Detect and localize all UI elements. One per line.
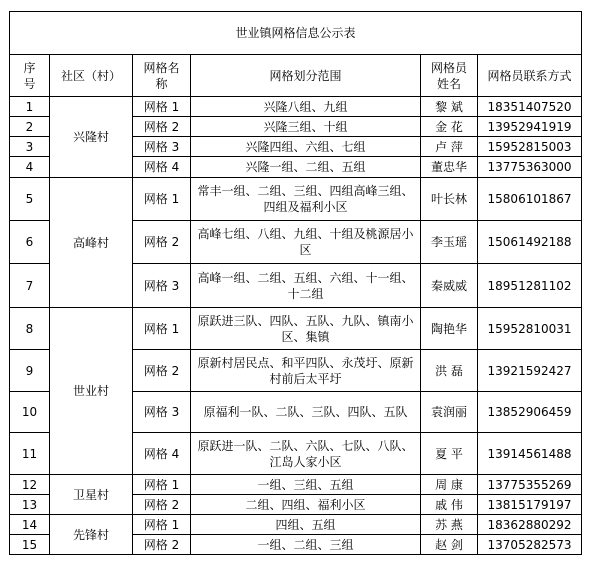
- member-phone: 18351407520: [478, 97, 582, 117]
- row-number: 3: [10, 137, 50, 157]
- member-name: 赵 剑: [421, 535, 478, 555]
- row-number: 8: [10, 308, 50, 350]
- grid-label: 网格 2: [133, 350, 191, 392]
- member-name: 叶长林: [421, 178, 478, 221]
- header-contact: 网格员联系方式: [478, 55, 582, 97]
- member-phone: 15952815003: [478, 137, 582, 157]
- member-phone: 13914561488: [478, 433, 582, 475]
- member-phone: 13705282573: [478, 535, 582, 555]
- member-name: 周 康: [421, 475, 478, 495]
- member-name: 黎 斌: [421, 97, 478, 117]
- village-name: 先锋村: [50, 515, 133, 555]
- grid-range: 常丰一组、二组、三组、四组高峰三组、四组及福利小区: [191, 178, 421, 221]
- grid-range: 高峰七组、八组、九组、十组及桃源居小区: [191, 221, 421, 264]
- row-number: 4: [10, 157, 50, 178]
- grid-range: 一组、三组、五组: [191, 475, 421, 495]
- grid-label: 网格 4: [133, 157, 191, 178]
- row-number: 15: [10, 535, 50, 555]
- header-grid-name: 网格名称: [133, 55, 191, 97]
- row-number: 2: [10, 117, 50, 137]
- table-row: [10, 308, 582, 350]
- grid-label: 网格 1: [133, 475, 191, 495]
- member-phone: 13921592427: [478, 350, 582, 392]
- grid-info-table: [9, 11, 582, 555]
- member-phone: 13775355269: [478, 475, 582, 495]
- header-member: 网格员姓名: [421, 55, 478, 97]
- member-name: 陶艳华: [421, 308, 478, 350]
- member-name: 袁润丽: [421, 392, 478, 433]
- grid-range: 四组、五组: [191, 515, 421, 535]
- row-number: 11: [10, 433, 50, 475]
- grid-range: 兴隆三组、十组: [191, 117, 421, 137]
- row-number: 13: [10, 495, 50, 515]
- row-number: 12: [10, 475, 50, 495]
- member-name: 卢 萍: [421, 137, 478, 157]
- row-number: 9: [10, 350, 50, 392]
- title-row: [10, 12, 582, 55]
- grid-label: 网格 2: [133, 495, 191, 515]
- grid-range: 兴隆四组、六组、七组: [191, 137, 421, 157]
- grid-label: 网格 3: [133, 264, 191, 308]
- grid-range: 一组、二组、三组: [191, 535, 421, 555]
- grid-label: 网格 1: [133, 308, 191, 350]
- row-number: 10: [10, 392, 50, 433]
- member-phone: 18951281102: [478, 264, 582, 308]
- header-range: 网格划分范围: [191, 55, 421, 97]
- row-number: 6: [10, 221, 50, 264]
- header-village: 社区（村）: [50, 55, 133, 97]
- grid-label: 网格 3: [133, 137, 191, 157]
- grid-label: 网格 3: [133, 392, 191, 433]
- grid-label: 网格 1: [133, 97, 191, 117]
- member-name: 金 花: [421, 117, 478, 137]
- header-row: [10, 55, 582, 97]
- row-number: 14: [10, 515, 50, 535]
- header-seq: 序号: [10, 55, 50, 97]
- member-name: 洪 磊: [421, 350, 478, 392]
- grid-label: 网格 2: [133, 535, 191, 555]
- member-phone: 13852906459: [478, 392, 582, 433]
- member-phone: 13775363000: [478, 157, 582, 178]
- village-name: 兴隆村: [50, 97, 133, 178]
- grid-range: 兴隆八组、九组: [191, 97, 421, 117]
- row-number: 7: [10, 264, 50, 308]
- table-row: [10, 178, 582, 221]
- member-name: 秦威威: [421, 264, 478, 308]
- grid-range: 原福利一队、二队、三队、四队、五队: [191, 392, 421, 433]
- table-row: [10, 515, 582, 535]
- grid-range: 原跃进三队、四队、五队、九队、镇南小区、集镇: [191, 308, 421, 350]
- grid-range: 兴隆一组、二组、五组: [191, 157, 421, 178]
- member-phone: 13952941919: [478, 117, 582, 137]
- grid-label: 网格 1: [133, 178, 191, 221]
- grid-label: 网格 1: [133, 515, 191, 535]
- member-name: 李玉瑶: [421, 221, 478, 264]
- table-row: [10, 475, 582, 495]
- member-phone: 15806101867: [478, 178, 582, 221]
- member-name: 苏 燕: [421, 515, 478, 535]
- member-phone: 13815179197: [478, 495, 582, 515]
- member-name: 夏 平: [421, 433, 478, 475]
- member-name: 戚 伟: [421, 495, 478, 515]
- table-row: [10, 97, 582, 117]
- grid-range: 原新村居民点、和平四队、永茂圩、原新村前后太平圩: [191, 350, 421, 392]
- member-phone: 15952810031: [478, 308, 582, 350]
- grid-range: 高峰一组、二组、五组、六组、十一组、十二组: [191, 264, 421, 308]
- page-title: 世业镇网格信息公示表: [10, 12, 582, 55]
- row-number: 1: [10, 97, 50, 117]
- grid-range: 原跃进一队、二队、六队、七队、八队、江岛人家小区: [191, 433, 421, 475]
- row-number: 5: [10, 178, 50, 221]
- grid-range: 二组、四组、福利小区: [191, 495, 421, 515]
- village-name: 卫星村: [50, 475, 133, 515]
- village-name: 高峰村: [50, 178, 133, 308]
- grid-label: 网格 2: [133, 117, 191, 137]
- grid-label: 网格 2: [133, 221, 191, 264]
- grid-label: 网格 4: [133, 433, 191, 475]
- member-phone: 18362880292: [478, 515, 582, 535]
- member-phone: 15061492188: [478, 221, 582, 264]
- member-name: 董忠华: [421, 157, 478, 178]
- village-name: 世业村: [50, 308, 133, 475]
